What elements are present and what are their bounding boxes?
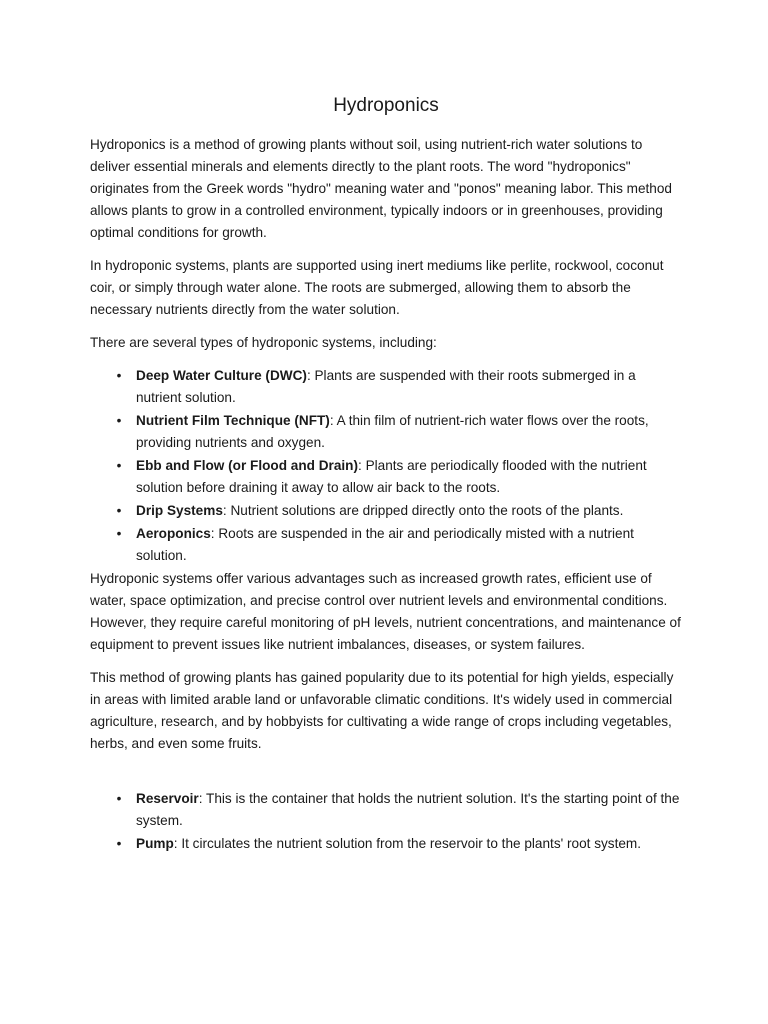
list-item-desc: : Plants are periodically flooded with the nutrient solution before draining it away to allow air back to the roots. [136, 458, 647, 495]
list-item [90, 788, 682, 832]
bullet-icon: • [116, 791, 122, 806]
components-list [90, 788, 682, 855]
bullet-icon: • [116, 503, 122, 518]
list-item-term: Nutrient Film Technique (NFT) [136, 413, 330, 428]
list-item-desc: : Nutrient solutions are dripped directly onto the roots of the plants. [222, 503, 624, 518]
intro-paragraph-2: In hydroponic systems, plants are supported using inert mediums like perlite, rockwool, coconut coir, or simply through water alone. The roots are submerged, allowing them to absorb the necessary nutrients directly from the water solution. [90, 258, 664, 317]
list-item-desc: : Roots are suspended in the air and periodically misted with a nutrient solution. [136, 526, 634, 563]
bullet-icon: • [116, 526, 122, 541]
bullet-icon: • [116, 836, 122, 851]
page-title: Hydroponics [333, 95, 439, 116]
list-item-term: Drip Systems [136, 503, 223, 518]
popularity-paragraph: This method of growing plants has gained popularity due to its potential for high yields, especially in areas with limited arable land or unfavorable climatic conditions. It's widely used in commercial agriculture, research, and by hobbyists for cultivating a wide range of crops including vegetables, herbs, and even some fruits. [90, 670, 674, 751]
list-item-term: Reservoir [136, 791, 199, 806]
intro-paragraph-3: There are several types of hydroponic systems, including: [90, 335, 437, 350]
paragraph-spacer [90, 766, 682, 788]
list-item-desc: : Plants are suspended with their roots submerged in a nutrient solution. [136, 368, 636, 405]
list-item-desc: : It circulates the nutrient solution from the reservoir to the plants' root system. [173, 836, 642, 851]
list-item [90, 500, 682, 522]
list-item [90, 523, 682, 567]
list-item-term: Deep Water Culture (DWC) [136, 368, 307, 383]
list-item-term: Aeroponics [136, 526, 211, 541]
list-item [90, 410, 682, 454]
bullet-icon: • [116, 413, 122, 428]
advantages-paragraph: Hydroponic systems offer various advantages such as increased growth rates, efficient use of water, space optimization, and precise control over nutrient levels and environmental conditions. However, they require careful monitoring of pH levels, nutrient concentrations, and maintenance of equipment to prevent issues like nutrient imbalances, diseases, or system failures. [90, 571, 681, 652]
list-item-term: Ebb and Flow (or Flood and Drain) [136, 458, 359, 473]
list-item-desc: : This is the container that holds the nutrient solution. It's the starting point of the system. [136, 791, 680, 828]
bullet-icon: • [116, 368, 122, 383]
system-types-list [90, 365, 682, 567]
list-item [90, 455, 682, 499]
bullet-icon: • [116, 458, 122, 473]
intro-paragraph-1: Hydroponics is a method of growing plants without soil, using nutrient-rich water solutions to deliver essential minerals and elements directly to the plant roots. The word "hydroponics" originates from the Greek words "hydro" meaning water and "ponos" meaning labor. This method allows plants to grow in a controlled environment, typically indoors or in greenhouses, providing optimal conditions for growth. [90, 137, 672, 240]
list-item [90, 833, 682, 855]
list-item [90, 365, 682, 409]
list-item-desc: : A thin film of nutrient-rich water flows over the roots, providing nutrients and oxygen. [136, 413, 649, 450]
list-item-term: Pump [136, 836, 174, 851]
document-body [90, 92, 682, 856]
